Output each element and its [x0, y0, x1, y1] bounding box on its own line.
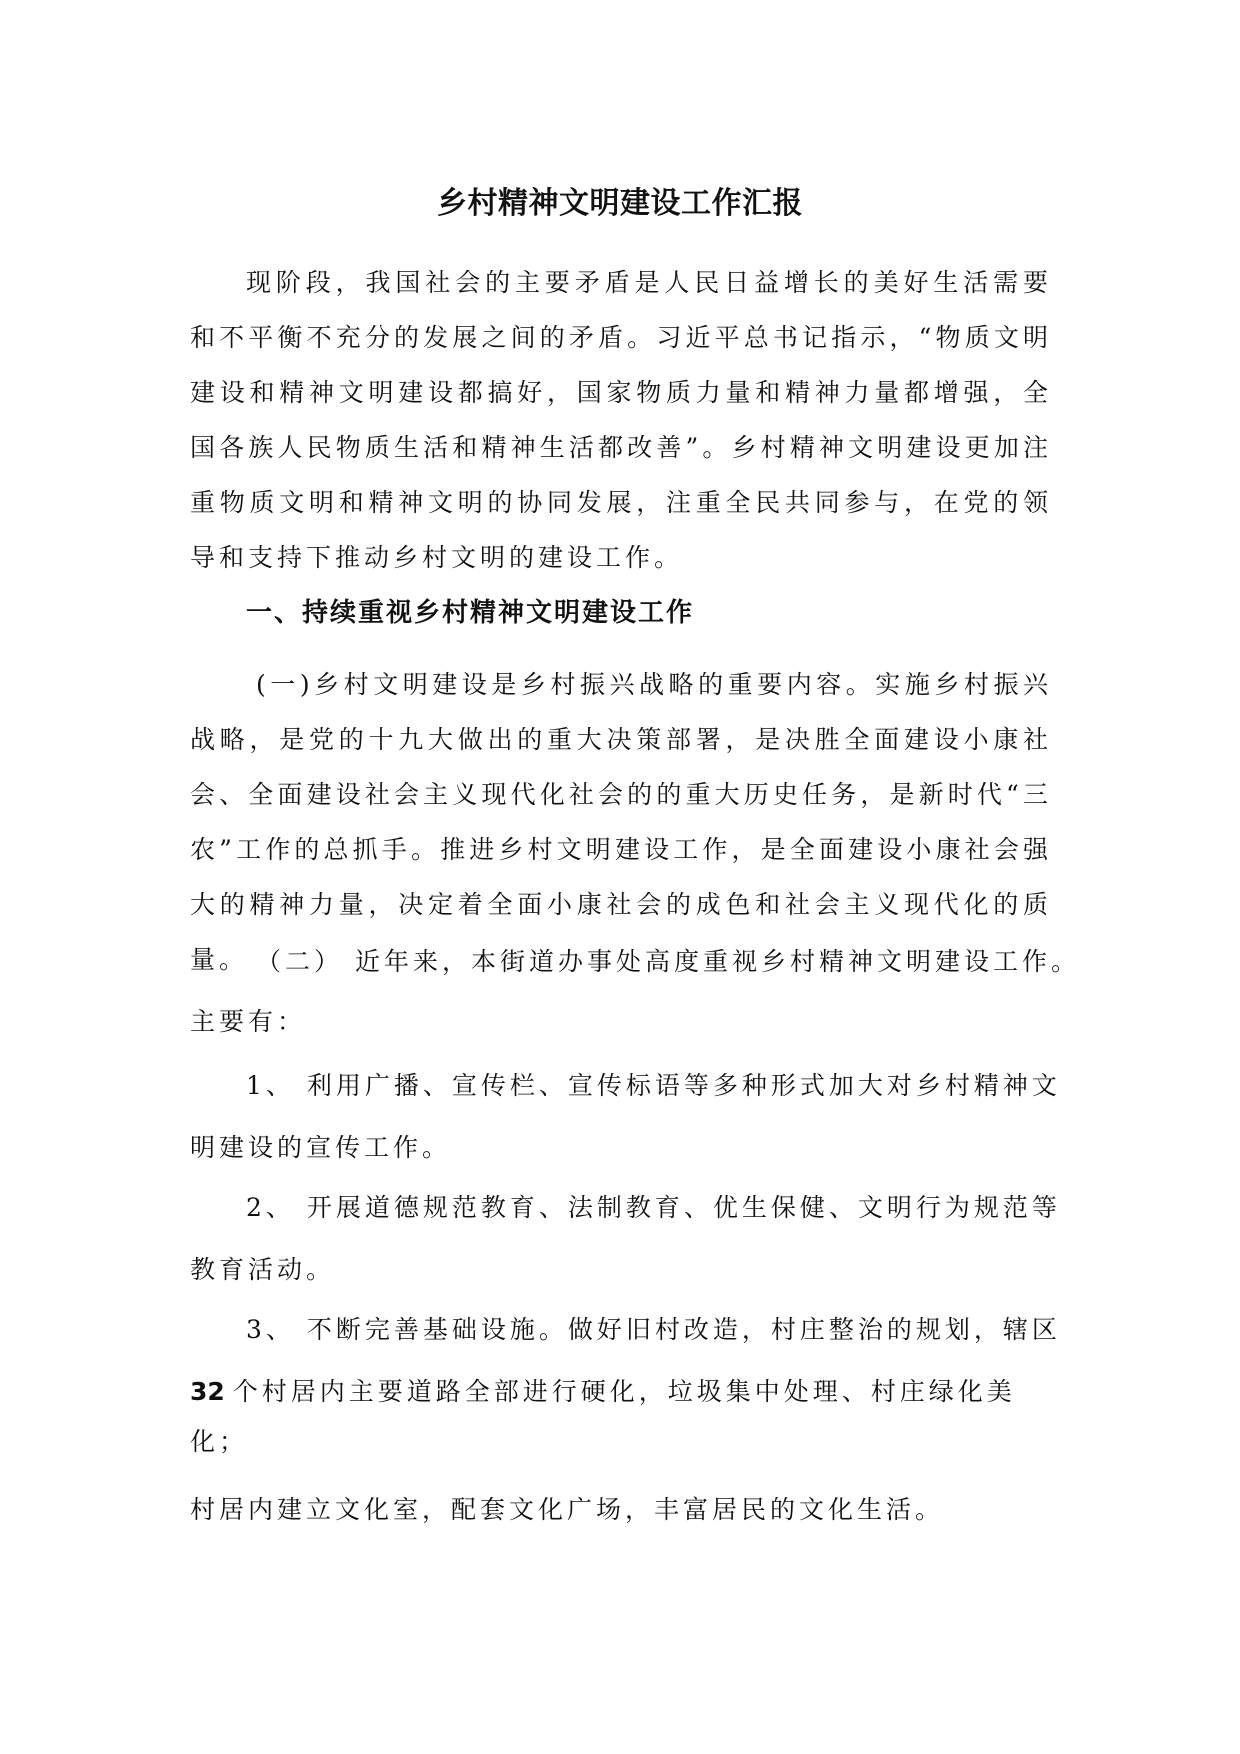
list-item-2-line-2: 教育活动。: [190, 1255, 336, 1284]
list-item-3-line-1: 3、 不断完善基础设施。做好旧村改造，村庄整治的规划，辖区: [246, 1315, 1061, 1344]
list-item-2-line-1: 2、 开展道德规范教育、法制教育、优生保健、文明行为规范等: [246, 1193, 1061, 1222]
subsection-2-line-2: 主要有：: [190, 1007, 307, 1036]
intro-paragraph: 现阶段，我国社会的主要矛盾是人民日益增长的美好生活需要和不平衡不充分的发展之间的矛盾。习近平总书记指示，“物质文明建设和精神文明建设都搞好，国家物质力量和精神力量都增强，全国各族人民物质生活和精神生活都改善”。乡村精神文明建设更加注重物质文明和精神文明的协同发展，注重全民共同参与，在党的领导和支持下推动乡村文明的建设工作。: [190, 268, 1052, 572]
village-count: 32: [190, 1377, 225, 1406]
list-item-3-line-2-text: 个村居内主要道路全部进行硬化，垃圾集中处理、村庄绿化美: [232, 1377, 1016, 1406]
subsection-1-paragraph: (一)乡村文明建设是乡村振兴战略的重要内容。实施乡村振兴战略，是党的十九大做出的重大决策部署，是决胜全面建设小康社会、全面建设社会主义现代化社会的的重大历史任务，是新时代“三农”工作的总抓手。推进乡村文明建设工作，是全面建设小康社会强大的精神力量，决定着全面小康社会的成色和社会主义现代化的质量。: [190, 670, 1052, 974]
document-title: 乡村精神文明建设工作汇报: [437, 186, 803, 221]
subsection-2-line-1: （二） 近年来，本街道办事处高度重视乡村精神文明建设工作。: [256, 947, 1080, 976]
list-item-1-line-1: 1、 利用广播、宣传栏、宣传标语等多种形式加大对乡村精神文: [246, 1071, 1061, 1100]
list-item-3-line-3: 化；: [190, 1427, 249, 1456]
list-item-3-line-4: 村居内建立文化室，配套文化广场，丰富居民的文化生活。: [190, 1495, 945, 1524]
section-heading-1: 一、持续重视乡村精神文明建设工作: [246, 598, 695, 628]
list-item-1-line-2: 明建设的宣传工作。: [190, 1133, 452, 1162]
list-item-3-line-2: [190, 1372, 1052, 1412]
